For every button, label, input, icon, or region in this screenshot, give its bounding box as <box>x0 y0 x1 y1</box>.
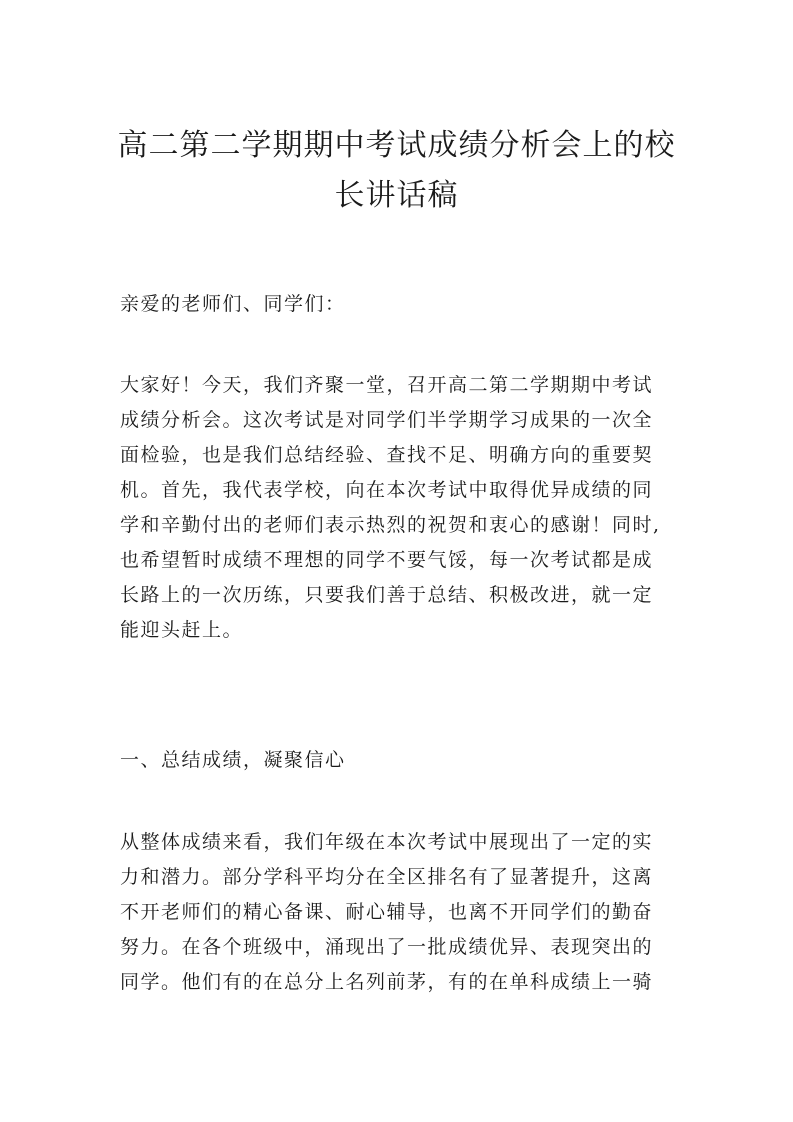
section-heading: 一、总结成绩，凝聚信心 <box>120 749 346 771</box>
paragraph-line: 机。首先，我代表学校，向在本次考试中取得优异成绩的同 <box>120 479 654 501</box>
paragraph-line: 面检验，也是我们总结经验、查找不足、明确方向的重要契 <box>120 444 654 466</box>
paragraph-line: 力和潜力。部分学科平均分在全区排名有了显著提升，这离 <box>120 866 654 888</box>
paragraph-line: 也希望暂时成绩不理想的同学不要气馁，每一次考试都是成 <box>120 549 654 571</box>
paragraph-line: 大家好！今天，我们齐聚一堂，召开高二第二学期期中考试 <box>120 374 654 396</box>
intro-paragraph <box>120 368 680 648</box>
document-title-line-2: 长讲话稿 <box>334 178 459 213</box>
paragraph-line: 不开老师们的精心备课、耐心辅导，也离不开同学们的勤奋 <box>120 901 654 923</box>
document-title-line-1: 高二第二学期期中考试成绩分析会上的校 <box>117 128 676 163</box>
paragraph-line: 学和辛勤付出的老师们表示热烈的祝贺和衷心的感谢！同时, <box>120 514 661 536</box>
paragraph-line: 能迎头赶上。 <box>120 619 244 641</box>
paragraph-line: 努力。在各个班级中，涌现出了一批成绩优异、表现突出的 <box>120 936 654 958</box>
paragraph-line: 长路上的一次历练，只要我们善于总结、积极改进，就一定 <box>120 584 654 606</box>
paragraph-line: 同学。他们有的在总分上名列前茅，有的在单科成绩上一骑 <box>120 971 654 993</box>
salutation: 亲爱的老师们、同学们： <box>120 293 346 315</box>
paragraph-line: 成绩分析会。这次考试是对同学们半学期学习成果的一次全 <box>120 409 654 431</box>
paragraph-line: 从整体成绩来看，我们年级在本次考试中展现出了一定的实 <box>120 831 654 853</box>
section-paragraph <box>120 825 680 1000</box>
